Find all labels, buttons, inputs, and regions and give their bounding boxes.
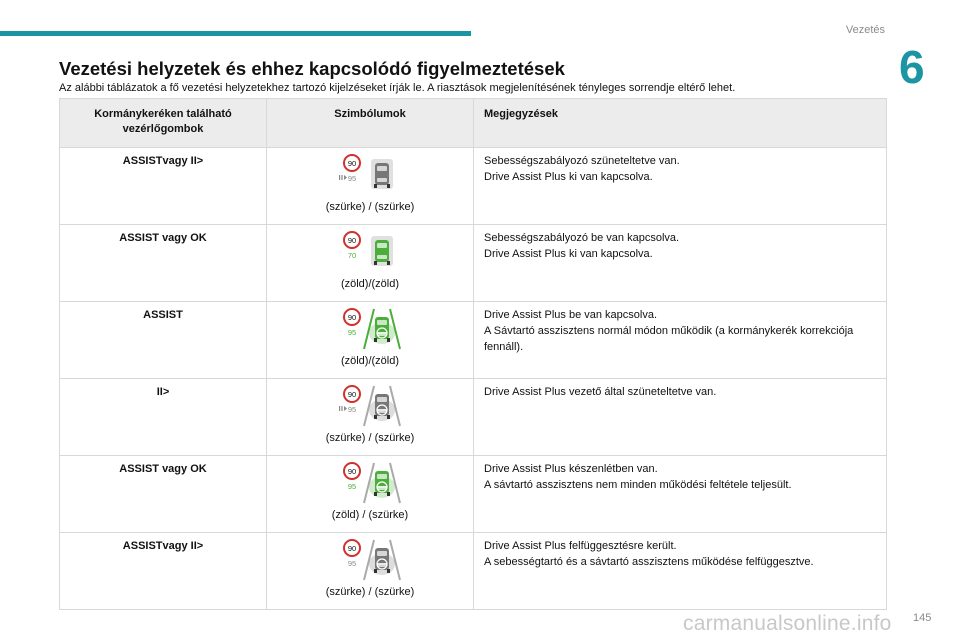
symbol-color-caption: (szürke) / (szürke): [325, 432, 415, 444]
set-speed-value: 70: [347, 251, 357, 260]
section-label: Vezetés: [845, 24, 885, 36]
notes-cell: [474, 148, 887, 225]
intro-text: Az alábbi táblázatok a fő vezetési helyzetekhez tartozó kijelzéseket írják le. A riasztások megjelenítésének tényleges sorrendje eltérő lehet.: [59, 82, 736, 94]
drive-assist-status-icon: [338, 307, 402, 351]
speed-limit-value: 90: [347, 313, 357, 322]
symbol-cell: [267, 456, 474, 533]
vehicle-icon: [369, 394, 395, 421]
page-title: Vezetési helyzetek és ehhez kapcsolódó figyelmeztetések: [59, 58, 565, 79]
symbol-cell: [267, 379, 474, 456]
column-header-notes: Megjegyzések: [474, 99, 887, 148]
table-header-row: [60, 99, 887, 148]
note-line: Drive Assist Plus vezető által szüneteltetve van.: [484, 386, 717, 398]
chapter-number: 6: [899, 41, 925, 93]
table-row: [60, 379, 887, 456]
note-line: A Sávtartó asszisztens normál módon működik (a kormánykerék korrekciója fennáll).: [484, 325, 854, 353]
page-number: 145: [913, 612, 932, 624]
notes-cell: [474, 533, 887, 610]
steering-wheel-controls: ASSISTvagy II>: [60, 533, 267, 610]
symbol-cell: [267, 225, 474, 302]
note-line: Drive Assist Plus felfüggesztésre került.: [484, 540, 677, 552]
watermark: carmanualsonline.info: [683, 612, 892, 635]
vehicle-icon: [369, 548, 395, 575]
drive-assist-status-icon: [338, 230, 402, 274]
speed-limit-value: 90: [347, 544, 357, 553]
notes-cell: [474, 379, 887, 456]
speed-limit-value: 90: [347, 159, 357, 168]
steering-wheel-controls: ASSIST: [60, 302, 267, 379]
table-row: [60, 533, 887, 610]
column-header-symbols: Szimbólumok: [267, 99, 474, 148]
pause-icon: [339, 406, 347, 411]
set-speed-value: 95: [347, 174, 357, 183]
note-line: Drive Assist Plus ki van kapcsolva.: [484, 171, 653, 183]
driving-situations-table: [59, 98, 887, 610]
table-row: [60, 225, 887, 302]
symbol-cell: [267, 302, 474, 379]
speed-limit-value: 90: [347, 236, 357, 245]
speed-limit-sign-icon: [344, 463, 360, 479]
notes-cell: [474, 302, 887, 379]
table-row: [60, 148, 887, 225]
speed-limit-sign-icon: [344, 386, 360, 402]
note-line: Sebességszabályozó be van kapcsolva.: [484, 232, 680, 244]
vehicle-icon: [369, 471, 395, 498]
vehicle-icon: [369, 317, 395, 344]
symbol-cell: [267, 148, 474, 225]
symbol-color-caption: (zöld)/(zöld): [340, 278, 400, 290]
steering-wheel-controls: ASSIST vagy OK: [60, 225, 267, 302]
vehicle-icon: [371, 159, 393, 189]
note-line: Drive Assist Plus be van kapcsolva.: [484, 309, 658, 321]
symbol-color-caption: (szürke) / (szürke): [325, 586, 415, 598]
speed-limit-sign-icon: [344, 155, 360, 171]
symbol-color-caption: (zöld) / (szürke): [331, 509, 409, 521]
speed-limit-sign-icon: [344, 540, 360, 556]
symbol-cell: [267, 533, 474, 610]
steering-wheel-controls: ASSISTvagy II>: [60, 148, 267, 225]
set-speed-value: 95: [347, 559, 357, 568]
speed-limit-sign-icon: [344, 232, 360, 248]
note-line: Drive Assist Plus készenlétben van.: [484, 463, 658, 475]
note-line: A sebességtartó és a sávtartó asszisztens működése felfüggesztve.: [484, 556, 814, 568]
speed-limit-value: 90: [347, 390, 357, 399]
note-line: A sávtartó asszisztens nem minden működési feltétele teljesült.: [484, 479, 792, 491]
vehicle-icon: [371, 236, 393, 266]
notes-cell: [474, 456, 887, 533]
symbol-color-caption: (szürke) / (szürke): [325, 201, 415, 213]
header-accent-bar: [0, 31, 471, 36]
set-speed-value: 95: [347, 405, 357, 414]
set-speed-value: 95: [347, 328, 357, 337]
drive-assist-status-icon: [338, 384, 402, 428]
speed-limit-sign-icon: [344, 309, 360, 325]
column-header-controls: Kormánykeréken található vezérlőgombok: [60, 99, 267, 148]
drive-assist-status-icon: [338, 153, 402, 197]
symbol-color-caption: (zöld)/(zöld): [340, 355, 400, 367]
notes-cell: [474, 225, 887, 302]
drive-assist-status-icon: [338, 461, 402, 505]
steering-wheel-controls: II>: [60, 379, 267, 456]
drive-assist-status-icon: [338, 538, 402, 582]
table-row: [60, 456, 887, 533]
note-line: Drive Assist Plus ki van kapcsolva.: [484, 248, 653, 260]
pause-icon: [339, 175, 347, 180]
steering-wheel-controls: ASSIST vagy OK: [60, 456, 267, 533]
set-speed-value: 95: [347, 482, 357, 491]
speed-limit-value: 90: [347, 467, 357, 476]
note-line: Sebességszabályozó szüneteltetve van.: [484, 155, 680, 167]
table-row: [60, 302, 887, 379]
